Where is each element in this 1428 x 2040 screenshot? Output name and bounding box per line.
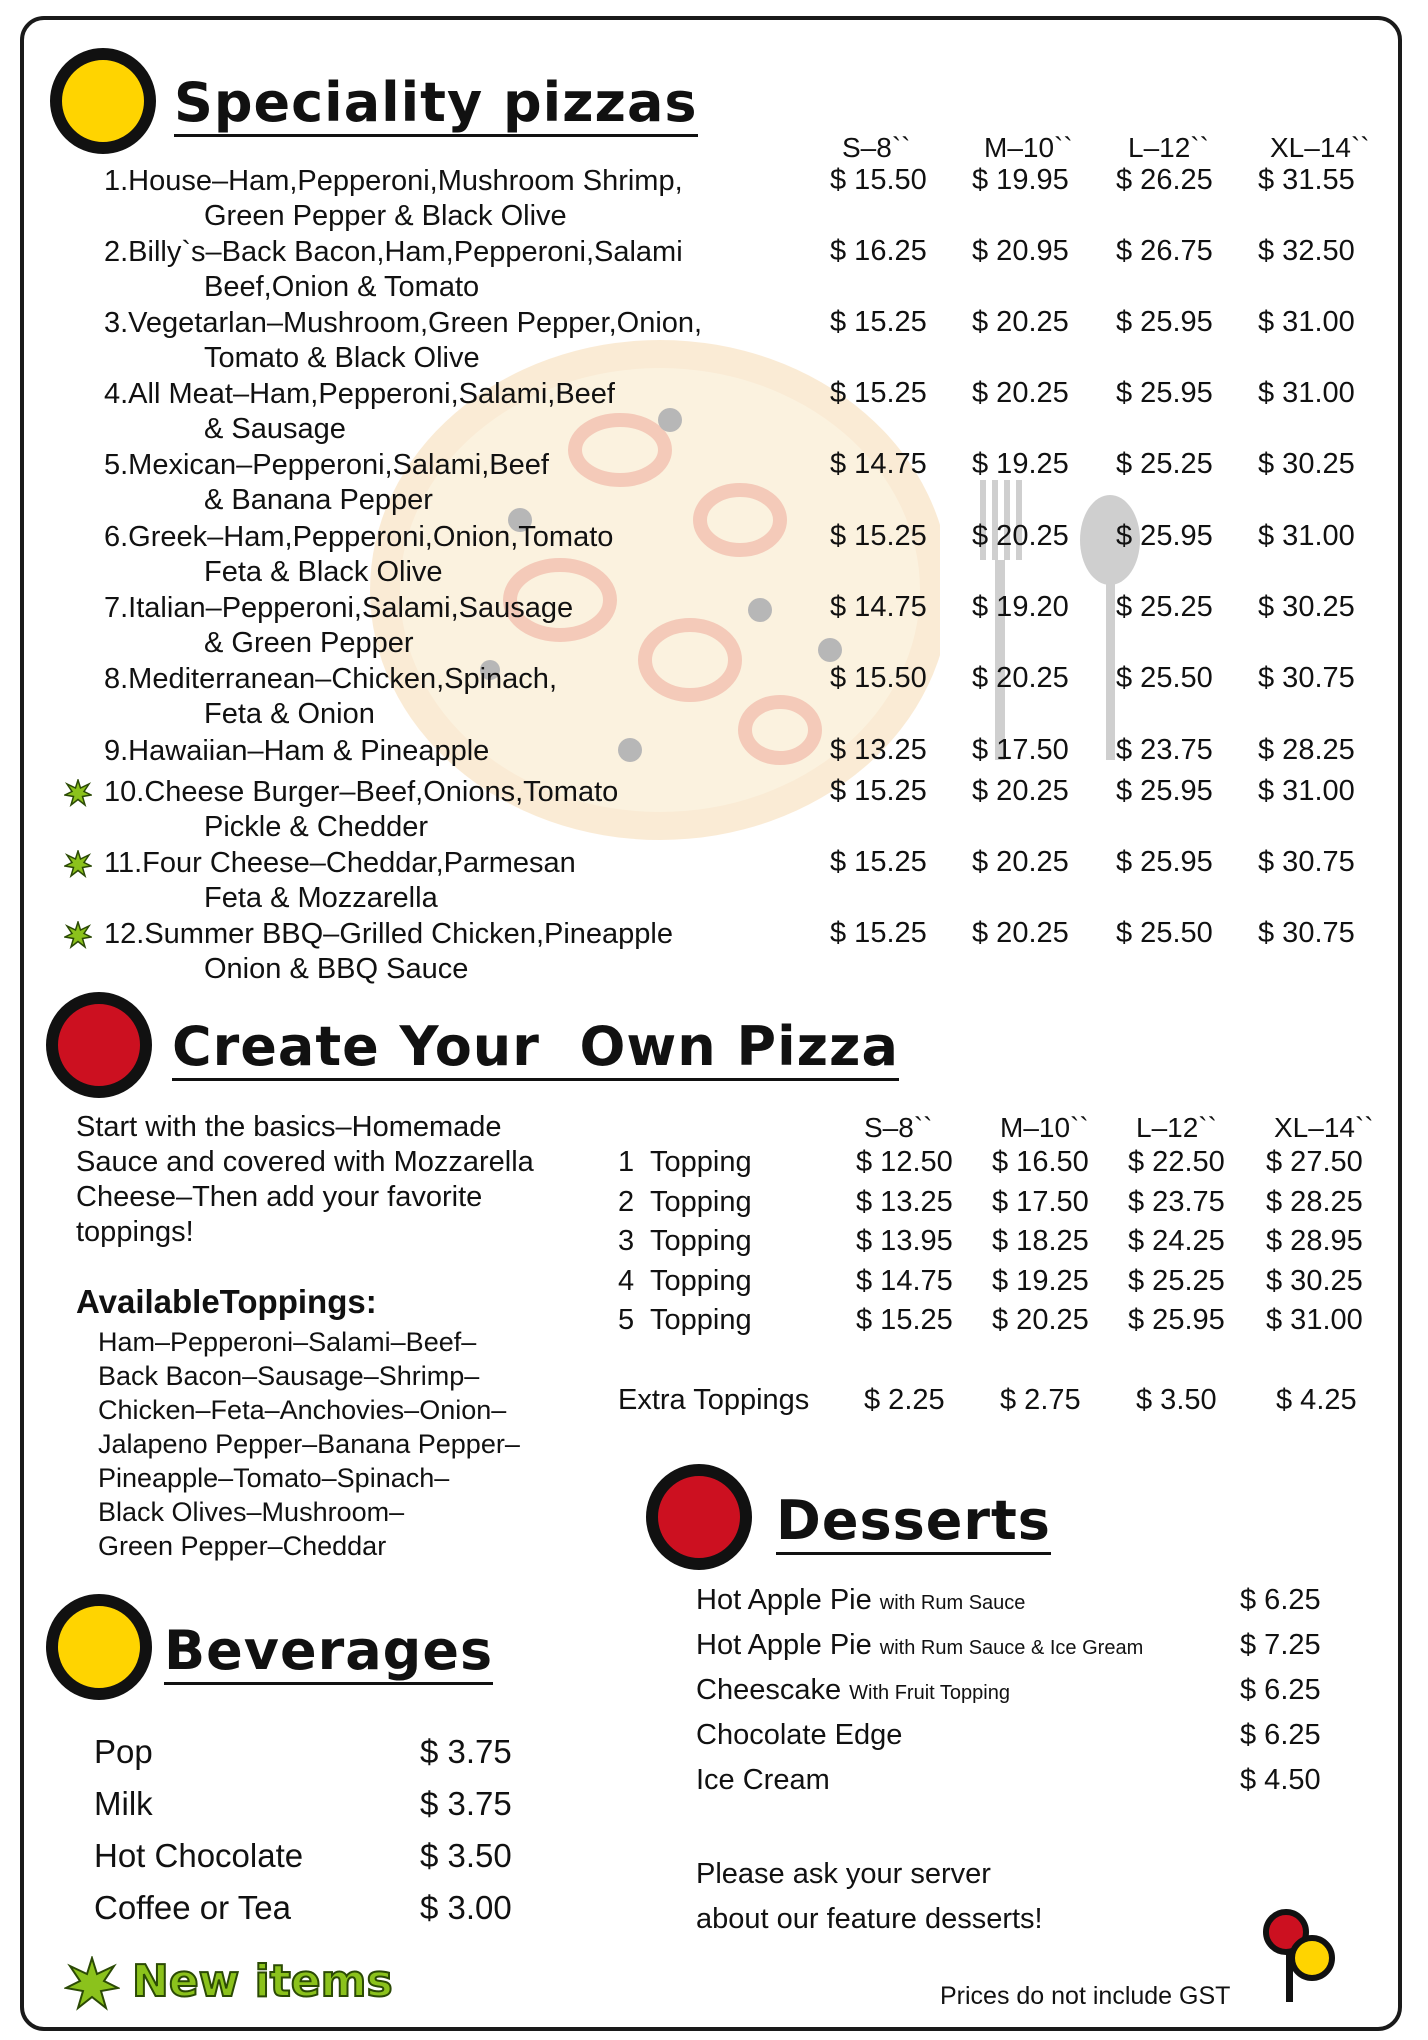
topping-label: Topping — [650, 1304, 752, 1336]
size-header: XL–14`` — [1274, 1112, 1374, 1143]
dessert-item — [696, 1764, 830, 1797]
new-item-star-icon — [64, 921, 92, 949]
dessert-name: Chocolate Edge — [696, 1719, 903, 1751]
pizza-price: $ 25.95 — [1116, 377, 1213, 409]
pizza-price: $ 15.25 — [830, 846, 927, 878]
topping-label: Topping — [650, 1264, 752, 1297]
pizza-ingredients: Beef,Onion & Tomato — [204, 271, 480, 303]
pizza-price: $ 30.75 — [1258, 917, 1355, 949]
pizza-ingredients: Green Pepper & Black Olive — [204, 200, 567, 232]
pizza-price: $ 20.25 — [972, 377, 1069, 409]
dessert-note: with Rum Sauce & Ice Gream — [879, 1637, 1144, 1659]
topping-line: Green Pepper–Cheddar — [98, 1531, 387, 1561]
topping-price: $ 15.25 — [856, 1304, 953, 1336]
pizza-name: 2.Billy`s–Back Bacon,Ham,Pepperoni,Salami — [104, 236, 683, 268]
desserts-title: Desserts — [776, 1494, 1051, 1555]
size-header: M–10`` — [984, 132, 1073, 163]
topping-price: $ 27.50 — [1266, 1146, 1363, 1178]
pizza-ingredients: Feta & Black Olive — [204, 556, 443, 588]
dessert-item — [696, 1719, 902, 1752]
pizza-item — [104, 377, 824, 447]
pizza-price: $ 14.75 — [830, 448, 927, 480]
dessert-name: Hot Apple Pie — [696, 1629, 872, 1661]
size-header: L–12`` — [1128, 132, 1209, 163]
topping-price: $ 12.50 — [856, 1146, 953, 1178]
pizza-item — [104, 662, 824, 732]
topping-price: $ 17.50 — [992, 1185, 1089, 1218]
yellow-dot-icon — [46, 1594, 152, 1700]
pizza-price: $ 17.50 — [972, 734, 1069, 766]
pizza-price: $ 30.25 — [1258, 591, 1355, 623]
pizza-item — [104, 164, 824, 234]
dessert-name: Hot Apple Pie — [696, 1584, 872, 1616]
pizza-ingredients: Feta & Onion — [204, 698, 375, 730]
intro-line: Start with the basics–Homemade — [76, 1111, 502, 1143]
pizza-ingredients: Pickle & Chedder — [204, 811, 429, 843]
new-item-star-icon — [64, 779, 92, 807]
pizza-item — [104, 734, 824, 769]
topping-line: Jalapeno Pepper–Banana Pepper– — [98, 1429, 520, 1459]
topping-count: 5 — [618, 1304, 635, 1336]
beverage-price: $ 3.75 — [420, 1733, 512, 1770]
dessert-note: with Rum Sauce — [879, 1592, 1026, 1614]
topping-label: Topping — [650, 1146, 752, 1178]
topping-price: $ 25.25 — [1128, 1264, 1225, 1297]
pizza-ingredients: Tomato & Black Olive — [204, 342, 480, 374]
pizza-price: $ 31.00 — [1258, 520, 1355, 552]
pizza-price: $ 31.00 — [1258, 775, 1355, 807]
topping-price: $ 16.50 — [992, 1146, 1089, 1178]
pizza-price: $ 25.95 — [1116, 846, 1213, 878]
red-dot-icon — [646, 1464, 752, 1570]
topping-price: $ 18.25 — [992, 1225, 1089, 1257]
pizza-price: $ 31.00 — [1258, 306, 1355, 338]
beverage-name: Pop — [94, 1733, 153, 1770]
topping-line: Ham–Pepperoni–Salami–Beef– — [98, 1327, 477, 1357]
pizza-item — [104, 306, 824, 376]
pizza-price: $ 28.25 — [1258, 734, 1355, 766]
topping-price: $ 22.50 — [1128, 1146, 1225, 1178]
pizza-ingredients: Feta & Mozzarella — [204, 882, 438, 914]
pizza-item — [104, 520, 824, 590]
size-header: L–12`` — [1136, 1112, 1217, 1143]
size-header: M–10`` — [1000, 1112, 1089, 1143]
extra-topping-price: $ 2.75 — [1000, 1384, 1081, 1416]
pizza-item — [104, 917, 824, 987]
topping-label: Topping — [650, 1225, 752, 1257]
pizza-price: $ 20.25 — [972, 846, 1069, 878]
beverage-name: Milk — [94, 1785, 153, 1822]
beverage-price: $ 3.50 — [420, 1837, 512, 1874]
gst-note: Prices do not include GST — [940, 1982, 1231, 2010]
topping-count: 2 — [618, 1185, 635, 1218]
pizza-price: $ 20.25 — [972, 662, 1069, 694]
beverages-title: Beverages — [164, 1624, 493, 1685]
dessert-price: $ 7.25 — [1240, 1629, 1321, 1661]
pizza-name: 6.Greek–Ham,Pepperoni,Onion,Tomato — [104, 521, 614, 553]
dessert-name: Ice Cream — [696, 1764, 830, 1796]
beverage-name: Hot Chocolate — [94, 1837, 304, 1874]
dessert-note: With Fruit Topping — [849, 1682, 1010, 1704]
pizza-name: 7.Italian–Pepperoni,Salami,Sausage — [104, 592, 574, 624]
dessert-name: Cheescake — [696, 1674, 842, 1706]
dessert-item — [696, 1584, 1025, 1617]
note-line: Please ask your server — [696, 1858, 991, 1890]
topping-price: $ 13.25 — [856, 1185, 953, 1218]
pizza-item — [104, 775, 824, 845]
pizza-price: $ 15.25 — [830, 306, 927, 338]
extra-topping-price: $ 3.50 — [1136, 1384, 1217, 1416]
pizza-price: $ 20.25 — [972, 917, 1069, 949]
pizza-price: $ 19.25 — [972, 448, 1069, 480]
pizza-item — [104, 591, 824, 661]
pizza-price: $ 19.95 — [972, 164, 1069, 196]
pizza-price: $ 19.20 — [972, 591, 1069, 623]
beverage-price: $ 3.75 — [420, 1785, 512, 1822]
pizza-ingredients: Onion & BBQ Sauce — [204, 953, 469, 985]
topping-line: Chicken–Feta–Anchovies–Onion– — [98, 1395, 507, 1425]
pizza-name: 10.Cheese Burger–Beef,Onions,Tomato — [104, 776, 619, 808]
pizza-name: 8.Mediterranean–Chicken,Spinach, — [104, 663, 557, 695]
speciality-title: Speciality pizzas — [174, 76, 698, 137]
size-header: XL–14`` — [1270, 132, 1370, 163]
pizza-price: $ 14.75 — [830, 591, 927, 623]
new-items-label: New items — [132, 1956, 393, 2007]
dessert-item — [696, 1674, 1010, 1707]
pizza-price: $ 15.50 — [830, 164, 927, 196]
pizza-ingredients: & Green Pepper — [204, 627, 414, 659]
pizza-item — [104, 235, 824, 305]
pizza-price: $ 20.25 — [972, 306, 1069, 338]
new-item-star-icon — [64, 850, 92, 878]
topping-line: Back Bacon–Sausage–Shrimp– — [98, 1361, 480, 1391]
pizza-price: $ 15.25 — [830, 775, 927, 807]
topping-price: $ 13.95 — [856, 1225, 953, 1257]
pizza-name: 9.Hawaiian–Ham & Pineapple — [104, 735, 490, 767]
dessert-price: $ 6.25 — [1240, 1584, 1321, 1616]
topping-price: $ 19.25 — [992, 1264, 1089, 1297]
topping-count: 4 — [618, 1264, 635, 1297]
pizza-price: $ 25.25 — [1116, 591, 1213, 623]
pizza-price: $ 31.55 — [1258, 164, 1355, 196]
pizza-item — [104, 846, 824, 916]
pizza-name: 3.Vegetarlan–Mushroom,Green Pepper,Onion, — [104, 307, 703, 339]
intro-line: toppings! — [76, 1216, 194, 1248]
pizza-price: $ 15.25 — [830, 520, 927, 552]
extra-topping-price: $ 2.25 — [864, 1384, 945, 1416]
size-header: S–8`` — [842, 132, 911, 163]
pizza-price: $ 25.50 — [1116, 662, 1213, 694]
pizza-name: 5.Mexican–Pepperoni,Salami,Beef — [104, 449, 549, 481]
pizza-price: $ 25.95 — [1116, 775, 1213, 807]
pizza-ingredients: & Sausage — [204, 413, 346, 445]
topping-count: 3 — [618, 1225, 635, 1257]
pizza-price: $ 13.25 — [830, 734, 927, 766]
pizza-price: $ 23.75 — [1116, 734, 1213, 766]
dessert-price: $ 6.25 — [1240, 1674, 1321, 1706]
pizza-price: $ 30.75 — [1258, 846, 1355, 878]
dessert-item — [696, 1629, 1143, 1662]
pizza-name: 4.All Meat–Ham,Pepperoni,Salami,Beef — [104, 378, 615, 410]
size-header: S–8`` — [864, 1112, 933, 1143]
pizza-price: $ 20.25 — [972, 520, 1069, 552]
topping-price: $ 24.25 — [1128, 1225, 1225, 1257]
dessert-price: $ 6.25 — [1240, 1719, 1321, 1751]
pizza-name: 11.Four Cheese–Cheddar,Parmesan — [104, 847, 576, 879]
pizza-price: $ 25.25 — [1116, 448, 1213, 480]
pizza-price: $ 20.95 — [972, 235, 1069, 267]
topping-price: $ 20.25 — [992, 1304, 1089, 1336]
topping-price: $ 14.75 — [856, 1264, 953, 1297]
pizza-item — [104, 448, 824, 518]
topping-price: $ 31.00 — [1266, 1304, 1363, 1336]
create-title: Create Your Own Pizza — [172, 1020, 899, 1081]
pizza-ingredients: & Banana Pepper — [204, 484, 433, 516]
beverage-price: $ 3.00 — [420, 1889, 512, 1926]
pizza-name: 1.House–Ham,Pepperoni,Mushroom Shrimp, — [104, 165, 683, 197]
pizza-price: $ 32.50 — [1258, 235, 1355, 267]
yellow-dot-icon — [50, 48, 156, 154]
pizza-price: $ 16.25 — [830, 235, 927, 267]
pizza-price: $ 15.50 — [830, 662, 927, 694]
pizza-price: $ 30.25 — [1258, 448, 1355, 480]
topping-price: $ 23.75 — [1128, 1185, 1225, 1218]
topping-line: Pineapple–Tomato–Spinach– — [98, 1463, 450, 1493]
desserts-note — [696, 1852, 1043, 1942]
pizza-name: 12.Summer BBQ–Grilled Chicken,Pineapple — [104, 918, 673, 950]
pizza-price: $ 15.25 — [830, 917, 927, 949]
dessert-price: $ 4.50 — [1240, 1764, 1321, 1796]
topping-label: Topping — [650, 1185, 752, 1218]
note-line: about our feature desserts! — [696, 1903, 1043, 1935]
pizza-price: $ 31.00 — [1258, 377, 1355, 409]
topping-price: $ 25.95 — [1128, 1304, 1225, 1336]
toppings-list — [98, 1325, 520, 1563]
pizza-price: $ 26.75 — [1116, 235, 1213, 267]
intro-line: Cheese–Then add your favorite — [76, 1181, 483, 1213]
topping-line: Black Olives–Mushroom– — [98, 1497, 405, 1527]
pizza-price: $ 25.95 — [1116, 520, 1213, 552]
topping-price: $ 30.25 — [1266, 1264, 1363, 1297]
pizza-price: $ 15.25 — [830, 377, 927, 409]
intro-line: Sauce and covered with Mozzarella — [76, 1146, 534, 1178]
topping-count: 1 — [618, 1146, 635, 1178]
logo-icon — [1260, 1904, 1340, 2004]
create-intro — [76, 1110, 534, 1250]
extra-topping-price: $ 4.25 — [1276, 1384, 1357, 1416]
beverage-name: Coffee or Tea — [94, 1889, 291, 1926]
pizza-price: $ 30.75 — [1258, 662, 1355, 694]
pizza-price: $ 25.95 — [1116, 306, 1213, 338]
pizza-price: $ 25.50 — [1116, 917, 1213, 949]
topping-price: $ 28.95 — [1266, 1225, 1363, 1257]
pizza-price: $ 26.25 — [1116, 164, 1213, 196]
new-item-star-icon — [64, 1956, 120, 2012]
topping-price: $ 28.25 — [1266, 1185, 1363, 1218]
pizza-price: $ 20.25 — [972, 775, 1069, 807]
red-dot-icon — [46, 992, 152, 1098]
toppings-title: AvailableToppings: — [76, 1283, 377, 1320]
extra-toppings-label: Extra Toppings — [618, 1384, 810, 1416]
